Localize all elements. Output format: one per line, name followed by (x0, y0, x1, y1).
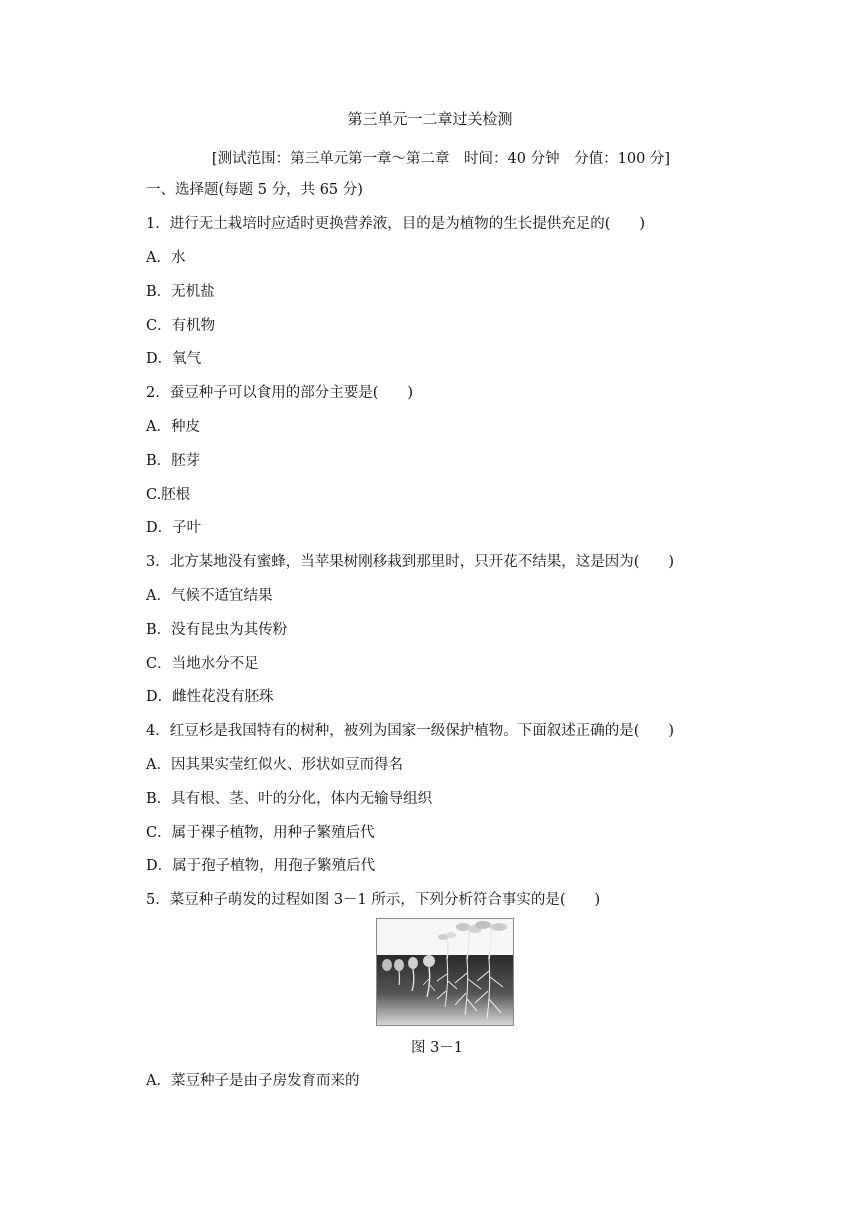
question-2: 2．蚕豆种子可以食用的部分主要是( ) (146, 385, 414, 401)
option-line: B．胚芽 (146, 453, 201, 469)
option-line: B．具有根、茎、叶的分化，体内无输导组织 (146, 791, 433, 807)
option-line: C．属于裸子植物，用种子繁殖后代 (146, 825, 375, 841)
option-line: A．种皮 (146, 419, 200, 435)
option-line: A．菜豆种子是由子房发育而来的 (146, 1073, 360, 1089)
germination-illustration (377, 919, 513, 1025)
option-line: A．气候不适宜结果 (146, 588, 273, 604)
option-line: D．氧气 (146, 351, 202, 367)
option-line: C．当地水分不足 (146, 656, 259, 672)
option-line: D．雌性花没有胚珠 (146, 689, 274, 705)
seed-germination-figure (376, 918, 514, 1026)
option-line: A．水 (146, 250, 186, 266)
figure-caption: 图 3－1 (410, 1040, 464, 1056)
option-line: D．属于孢子植物，用孢子繁殖后代 (146, 858, 376, 874)
test-scope: [测试范围：第三单元第一章～第二章 时间：40 分钟 分值：100 分] (211, 151, 671, 167)
option-line: D．子叶 (146, 520, 202, 536)
question-1: 1．进行无土栽培时应适时更换营养液，目的是为植物的生长提供充足的( ) (146, 216, 646, 232)
option-line: C．有机物 (146, 318, 216, 334)
page-title: 第三单元一二章过关检测 (347, 110, 513, 128)
option-line: B．无机盐 (146, 284, 215, 300)
option-line: B．没有昆虫为其传粉 (146, 622, 288, 638)
option-line: C.胚根 (146, 487, 191, 503)
question-3: 3．北方某地没有蜜蜂，当苹果树刚移栽到那里时，只开花不结果，这是因为( ) (146, 554, 675, 570)
question-5: 5．菜豆种子萌发的过程如图 3－1 所示，下列分析符合事实的是( ) (146, 892, 601, 908)
section-heading: 一、选择题(每题 5 分，共 65 分) (146, 182, 363, 198)
question-4: 4．红豆杉是我国特有的树种，被列为国家一级保护植物。下面叙述正确的是( ) (146, 723, 675, 739)
option-line: A．因其果实莹红似火、形状如豆而得名 (146, 757, 403, 773)
